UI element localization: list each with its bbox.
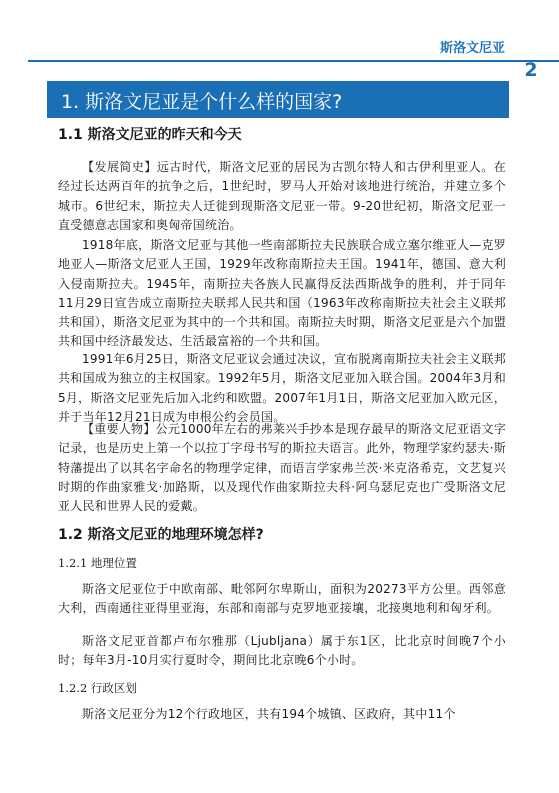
subsection-heading-administrative: 1.2.2 行政区划 bbox=[58, 681, 137, 695]
header-rule bbox=[28, 60, 559, 62]
page-number: 2 bbox=[524, 59, 538, 81]
running-title: 斯洛文尼亚 bbox=[439, 41, 505, 56]
paragraph-history-independence: 1991年6月25日，斯洛文尼亚议会通过决议，宣布脱离南斯拉夫社会主义联邦共和国成为独立的主权国家。1992年5月，斯洛文尼亚加入联合国。2004年3月和5月，斯洛文尼亚先后加入北约和欧盟。2007年1月1日，斯洛文尼亚加入欧元区，并于当年12月21日成为申根公约会员国。 bbox=[58, 352, 506, 424]
paragraph-timezone: 斯洛文尼亚首都卢布尔雅那（Ljubljana）属于东1区，比北京时间晚7个小时；每年3月-10月实行夏时令，期间比北京晚6个小时。 bbox=[58, 634, 506, 668]
section-heading-geography: 1.2 斯洛文尼亚的地理环境怎样? bbox=[58, 527, 264, 543]
paragraph-history-brief: 【发展简史】远古时代，斯洛文尼亚的居民为古凯尔特人和古伊利里亚人。在经过长达两百年的抗争之后，1世纪时，罗马人开始对该地进行统治，并建立多个城市。6世纪末，斯拉夫人迁徙到现斯洛文尼亚一带。9-20世纪初，斯洛文尼亚一直受德意志国家和奥匈帝国统治。 bbox=[58, 160, 506, 232]
paragraph-location: 斯洛文尼亚位于中欧南部、毗邻阿尔卑斯山，面积为20273平方公里。西邻意大利，西南通往亚得里亚海，东部和南部与克罗地亚接壤，北接奥地利和匈牙利。 bbox=[58, 582, 506, 616]
section-heading-history: 1.1 斯洛文尼亚的昨天和今天 bbox=[58, 127, 242, 143]
paragraph-history-yugoslavia: 1918年底，斯洛文尼亚与其他一些南部斯拉夫民族联合成立塞尔维亚人—克罗地亚人—斯洛文尼亚人王国，1929年改称南斯拉夫王国。1941年，德国、意大利入侵南斯拉夫。1945年，南斯拉夫各族人民赢得反法西斯战争的胜利，并于同年11月29日宣告成立南斯拉夫联邦人民共和国（1963年改称南斯拉夫社会主义联邦共和国），斯洛文尼亚为其中的一个共和国。南斯拉夫时期，斯洛文尼亚是六个加盟共和国中经济最发达、生活最富裕的一个共和国。 bbox=[58, 238, 506, 349]
paragraph-administrative: 斯洛文尼亚分为12个行政地区，共有194个城镇、区政府，其中11个 bbox=[82, 707, 456, 721]
chapter-title: 1. 斯洛文尼亚是个什么样的国家? bbox=[61, 91, 343, 113]
subsection-heading-location: 1.2.1 地理位置 bbox=[58, 556, 137, 570]
chapter-banner bbox=[47, 81, 509, 118]
paragraph-important-people: 【重要人物】公元1000年左右的弗莱兴手抄本是现存最早的斯洛文尼亚语文字记录，也是历史上第一个以拉丁字母书写的斯拉夫语言。此外，物理学家约瑟夫·斯特藩提出了以其名字命名的物理学定律，而语言学家弗兰茨·米克洛希克，文艺复兴时期的作曲家雅戈·加路斯，以及现代作曲家斯拉夫科·阿乌瑟尼克也广受斯洛文尼亚人民和世界人民的爱戴。 bbox=[58, 422, 506, 514]
